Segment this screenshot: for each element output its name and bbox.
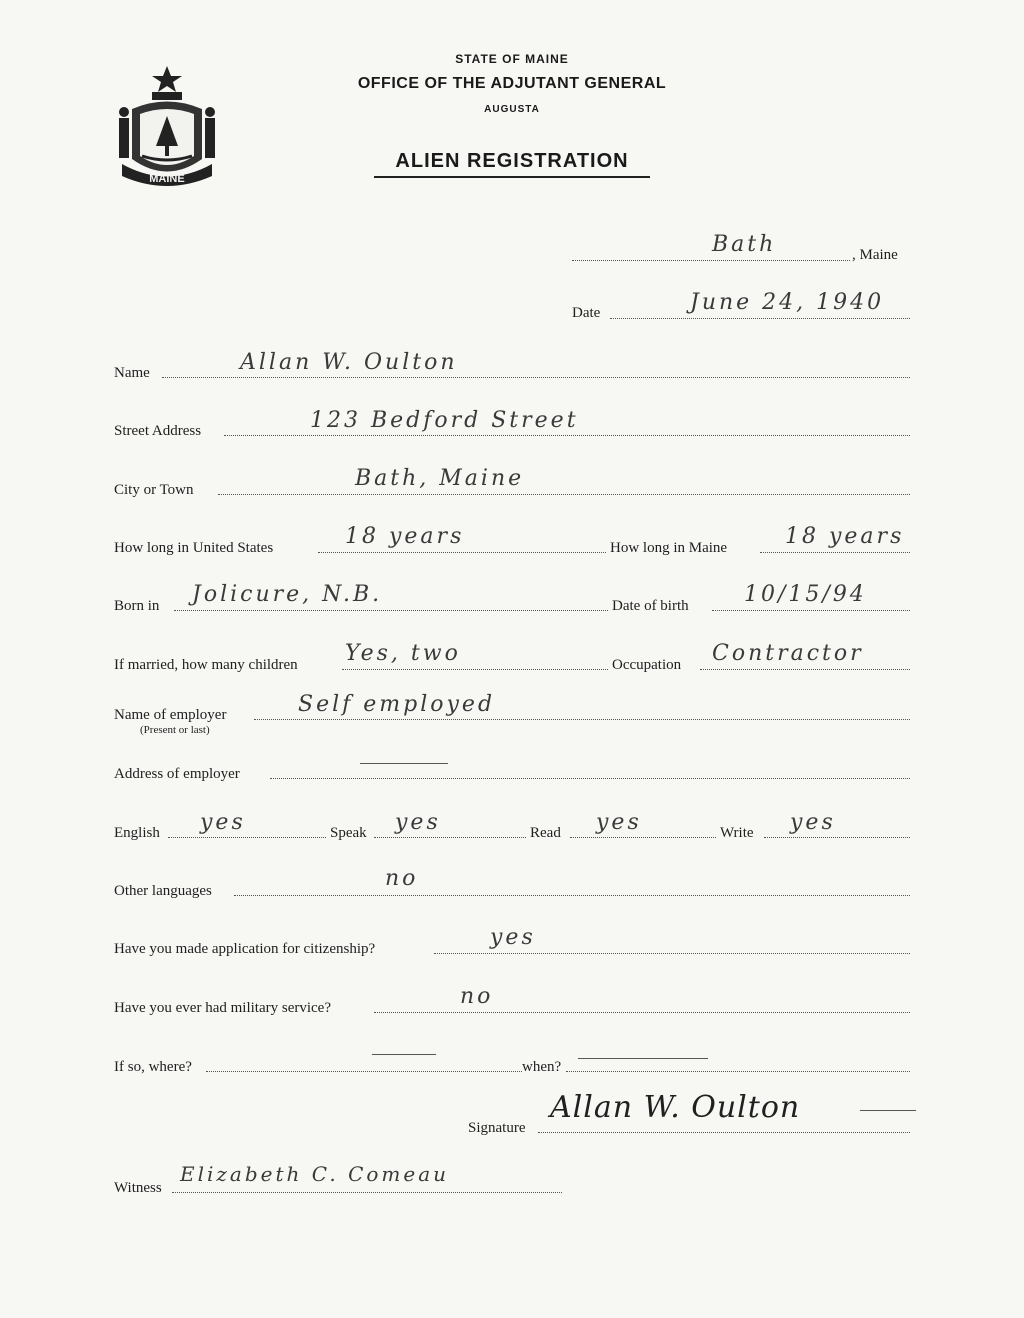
how-long-us-line (318, 552, 606, 553)
how-long-us-label: How long in United States (114, 540, 274, 556)
read-value: yes (596, 810, 642, 835)
header-office: OFFICE OF THE ADJUTANT GENERAL (357, 75, 667, 92)
if-so-where-line (206, 1071, 522, 1072)
date-of-birth-line (712, 610, 910, 611)
speak-line (374, 837, 526, 838)
form-title: ALIEN REGISTRATION (395, 150, 629, 172)
occupation-label: Occupation (612, 657, 682, 673)
witness-value: Elizabeth C. Comeau (180, 1162, 450, 1186)
name-label: Name (114, 365, 150, 381)
street-address-line (224, 435, 910, 436)
street-address-label: Street Address (114, 423, 202, 439)
write-value: yes (790, 810, 836, 835)
speak-value: yes (395, 810, 441, 835)
write-line (764, 837, 910, 838)
married-children-label: If married, how many children (114, 657, 298, 673)
city-or-town-label: City or Town (114, 482, 194, 498)
name-of-employer-line (254, 719, 910, 720)
signature-line (538, 1132, 910, 1133)
if-so-where-dash (372, 1054, 436, 1055)
name-of-employer-value: Self employed (298, 692, 496, 717)
other-languages-value: no (385, 866, 419, 891)
citizenship-value: yes (490, 925, 536, 950)
address-of-employer-label: Address of employer (114, 766, 240, 782)
read-label: Read (530, 825, 561, 841)
other-languages-label: Other languages (114, 883, 212, 899)
city-or-town-value: Bath, Maine (355, 466, 525, 491)
date-line (610, 318, 910, 319)
military-line (374, 1012, 910, 1013)
born-in-label: Born in (114, 598, 160, 614)
name-value: Allan W. Oulton (240, 350, 458, 375)
title-underline (374, 176, 650, 178)
how-long-maine-line (760, 552, 910, 553)
if-so-where-label: If so, where? (114, 1059, 192, 1075)
occupation-value: Contractor (712, 641, 864, 666)
signature-label: Signature (468, 1120, 526, 1136)
address-of-employer-line (270, 778, 910, 779)
state-of-maine-seal-icon (112, 64, 222, 194)
citizenship-line (434, 953, 910, 954)
date-of-birth-label: Date of birth (612, 598, 689, 614)
married-children-value: Yes, two (345, 641, 461, 666)
name-line (162, 377, 910, 378)
speak-label: Speak (330, 825, 367, 841)
date-label: Date (572, 305, 601, 321)
read-line (570, 837, 716, 838)
occupation-line (700, 669, 910, 670)
when-dash (578, 1058, 708, 1059)
military-label: Have you ever had military service? (114, 1000, 331, 1016)
how-long-us-value: 18 years (345, 524, 465, 549)
when-line (566, 1071, 910, 1072)
date-of-birth-value: 10/15/94 (744, 582, 867, 607)
when-label: when? (522, 1059, 562, 1075)
name-of-employer-label: Name of employer (114, 707, 227, 723)
header-state: STATE OF MAINE (455, 52, 569, 66)
other-languages-line (234, 895, 910, 896)
city-or-town-line (218, 494, 910, 495)
how-long-maine-value: 18 years (785, 524, 905, 549)
signature-flourish (860, 1110, 916, 1111)
born-in-line (174, 610, 608, 611)
witness-line (172, 1192, 562, 1193)
english-label: English (114, 825, 160, 841)
citizenship-label: Have you made application for citizenship? (114, 941, 376, 957)
witness-label: Witness (114, 1180, 162, 1196)
english-line (168, 837, 326, 838)
write-label: Write (720, 825, 754, 841)
signature-value: Allan W. Oulton (550, 1090, 801, 1125)
military-value: no (460, 984, 494, 1009)
header-city: AUGUSTA (484, 104, 540, 115)
seal-text: MAINE (149, 173, 185, 185)
married-children-line (342, 669, 608, 670)
born-in-value: Jolicure, N.B. (192, 582, 383, 607)
maine-label: , Maine (852, 247, 898, 263)
english-value: yes (200, 810, 246, 835)
town-value: Bath (712, 232, 777, 257)
address-of-employer-dash (360, 763, 448, 764)
present-or-last-label: (Present or last) (140, 724, 210, 736)
street-address-value: 123 Bedford Street (310, 408, 579, 433)
town-line (572, 260, 850, 261)
how-long-maine-label: How long in Maine (610, 540, 728, 556)
date-value: June 24, 1940 (690, 290, 885, 315)
